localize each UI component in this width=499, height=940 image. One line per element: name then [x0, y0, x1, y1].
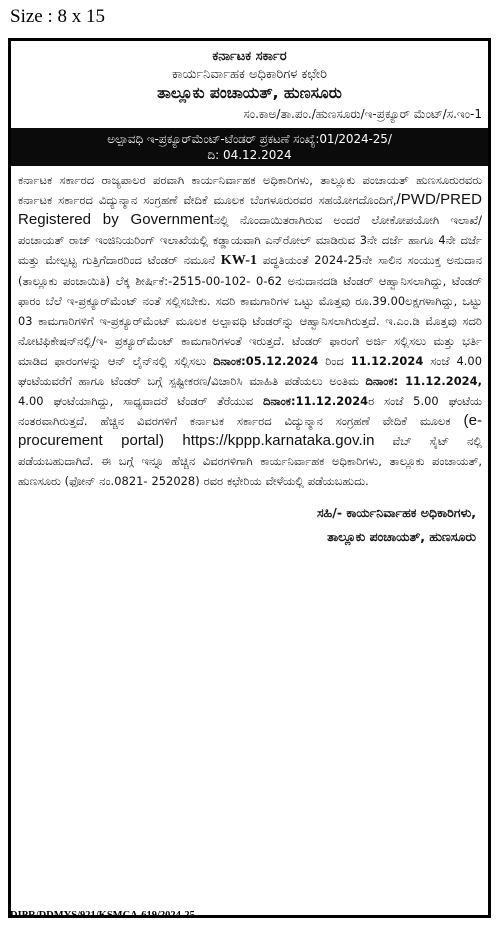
- size-label: Size : 8 x 15: [10, 6, 105, 27]
- notice-date: ದಿ: 04.12.2024: [207, 148, 292, 162]
- form-code: KW-1: [220, 253, 258, 268]
- body-text: ನಲ್ಲಿ ನೊಂದಾಯಿತರಾಗಿರುವ ಅಂದರೆ ಲೋಕೋಪಯೋಗಿ ಇಲಾಖೆ/ಪಂಚಾಯತ್ ರಾಜ್ ಇಂಜಿನಿಯರಿಂಗ್ ಇಲಾಖೆಯಲ್ಲಿ ಕಡ್ಡಾಯವಾಗಿ ಎನ್‌ರೋಲ್ ಮಾಡಿರುವ 3ನೇ ದರ್ಜೆ ಹಾಗೂ 4ನೇ ದರ್ಜೆ ಮತ್ತು ಮೇಲ್ಪಟ್ಟ ಗುತ್ತಿಗೆದಾರರಿಂದ ಟೆಂಡರ್ ನಮೂನೆ: [18, 213, 483, 267]
- signature-block: [11, 501, 488, 549]
- signature-line-1: ಸಹಿ/- ಕಾರ್ಯನಿರ್ವಾಹಕ ಅಧಿಕಾರಿಗಳು,: [317, 505, 476, 520]
- end-date: 11.12.2024: [350, 354, 424, 368]
- body-text: ರ ಸಂಜೆ 5.00 ಘಂಟೆಯ ನಂತರವಾಗಿರುತ್ತದೆ. ಹೆಚ್ಚಿನ ವಿವರಗಳಿಗೆ ಕರ್ನಾಟಕ ಸರ್ಕಾರದ ವಿದ್ಯುನ್ಮಾನ ಸಂಗ್ರಹಣೆ ವೇದಿಕೆ ಮೂಲಕ: [18, 394, 483, 428]
- notice-banner: [11, 128, 488, 166]
- portal-url: (e-procurement portal) https://kppp.karnataka.gov.in: [18, 412, 483, 449]
- office-title: ಕಾರ್ಯನಿರ್ವಾಹಕ ಅಧಿಕಾರಿಗಳ ಕಛೇರಿ: [172, 67, 327, 82]
- start-date: ದಿನಾಂಕ:05.12.2024: [213, 354, 319, 368]
- dipr-code: DIPR/DDMYS/921/KSMCA-619/2024-25: [10, 910, 195, 921]
- body-text: ಪದ್ಧತಿಯಂತೆ 2024-25ನೇ ಸಾಲಿನ ಸಂಯುಕ್ತ ಅನುದಾನ (ತಾಲ್ಲೂಕು ಪಂಚಾಯಿತಿ) ಲೆಕ್ಕ ಶೀರ್ಷಿಕೆ:-2515-00-102- 0-62 ಅನುದಾನದಡಿ ಟೆಂಡರ್ ಆಹ್ವಾನಿಸಲಾಗಿದ್ದು, ಟೆಂಡರ್ ಫಾರಂ ಬೆಲೆ ಇ-ಪ್ರಕ್ಯೂರ್‌ಮೆಂಟ್ ನಂತೆ ಸಲ್ಲಿಸಬೇಕು. ಸದರಿ ಕಾಮಗಾರಿಗಳ ಒಟ್ಟು ಮೊತ್ತವು ರೂ.39.00ಲಕ್ಷಗಳಾಗಿದ್ದು, ಒಟ್ಟು 03 ಕಾಮಗಾರಿಗಳಿಗೆ ಇ-ಪ್ರಕ್ಯೂರ್‌ಮೆಂಟ್ ಮೂಲಕ ಅಲ್ಪಾವಧಿ ಟೆಂಡರ್‌ನ್ನು ಆಹ್ವಾನಿಸಲಾಗಿರುತ್ತದೆ. ಇ.ಎಂ.ಡಿ ಮೊತ್ತವು ಸದರಿ ನೋಟಿಫಿಕೇಷನ್‌ನಲ್ಲಿ/ಇ- ಪ್ರಕ್ಯೂರ್‌ಮೆಂಟ್ ಕಾಮಗಾರಿಗಳಂತೆ ಇರುತ್ತದೆ. ಟೆಂಡರ್ ಫಾರಂಗೆ ಅರ್ಜಿ ಸಲ್ಲಿಸಲು ಮತ್ತು ಭರ್ತಿ ಮಾಡಿದ ಫಾರಂಗಳನ್ನು ಆನ್ ಲೈನ್‌ನಲ್ಲಿ ಸಲ್ಲಿಸಲು: [18, 253, 482, 368]
- panchayat-title: ತಾಲ್ಲೂಕು ಪಂಚಾಯತ್, ಹುಣಸೂರು: [157, 84, 342, 102]
- body-text: ವೆಬ್ ಸೈಟ್ ನಲ್ಲಿ ಪಡೆಯಬಹುದಾಗಿದೆ. ಈ ಬಗ್ಗೆ ಇನ್ನೂ ಹೆಚ್ಚಿನ ವಿವರಗಳಿಗಾಗಿ ಕಾರ್ಯನಿರ್ವಾಹಕ ಅಧಿಕಾರಿಗಳು, ತಾಲ್ಲೂಕು ಪಂಚಾಯತ್, ಹುಣಸೂರು (ಫೋನ್ ನಂ.0821- 252028) ರವರ ಕಛೇರಿಯ ವೇಳೆಯಲ್ಲಿ ಪಡೆಯಬಹುದು.: [18, 434, 483, 488]
- body-text: 4.00 ಘಂಟೆಯಾಗಿದ್ದು, ಸಾಧ್ಯವಾದರೆ ಟೆಂಡರ್ ತೆರೆಯುವ: [18, 394, 254, 408]
- govt-title: ಕರ್ನಾಟಕ ಸರ್ಕಾರ: [212, 49, 287, 64]
- signature-line-2: ತಾಲ್ಲೂಕು ಪಂಚಾಯತ್, ಹುಣಸೂರು: [327, 529, 476, 544]
- notice-body: [11, 166, 488, 491]
- body-text: ಸಂಜೆ 4.00 ಘಂಟೆಯವರೆಗೆ ಹಾಗೂ ಟೆಂಡರ್ ಬಗ್ಗೆ ಸ್ಪಷ್ಟೀಕರಣ/ವಿಚಾರಿಸಿ ಮಾಹಿತಿ ಪಡೆಯಲು ಅಂತಿಮ: [18, 354, 483, 388]
- body-text-english: /PWD/PRED Registered by Government: [18, 191, 482, 228]
- reference-number: ಸಂ.ಕಾಅ/ತಾ.ಪಂ./ಹುಣಸೂರು/ಇ-ಪ್ರಕ್ಯೂರ್ ಮೆಂಟ್/ಸ.ಇಂ-1: [243, 107, 482, 121]
- notice-number: ಅಲ್ಪಾವಧಿ ಇ-ಪ್ರಕ್ಯೂರ್‌ಮೆಂಟ್-ಟೆಂಡರ್ ಪ್ರಕಟಣೆ ಸಂಖ್ಯೆ:01/2024-25/: [107, 132, 392, 146]
- body-text: ರಿಂದ: [325, 354, 344, 368]
- clarification-date: ದಿನಾಂಕ: 11.12.2024,: [365, 374, 482, 388]
- opening-date: ದಿನಾಂಕ:11.12.2024: [262, 394, 369, 408]
- body-text: ಕರ್ನಾಟಕ ಸರ್ಕಾರದ ರಾಜ್ಯಪಾಲರ ಪರವಾಗಿ ಕಾರ್ಯನಿರ್ವಾಹಕ ಅಧಿಕಾರಿಗಳು, ತಾಲ್ಲೂಕು ಪಂಚಾಯತ್ ಹುಣಸೂರುರವರು ಕರ್ನಾಟಕ ಸರ್ಕಾರದ ವಿದ್ಯುನ್ಮಾನ ಸಂಗ್ರಹಣೆ ವೇದಿಕೆ ಮೂಲಕ ಬೆಂಗಳೂರುರವರ ಸಹಯೋಗದೊಂದಿಗೆ,: [18, 173, 482, 207]
- tender-notice: [8, 38, 491, 918]
